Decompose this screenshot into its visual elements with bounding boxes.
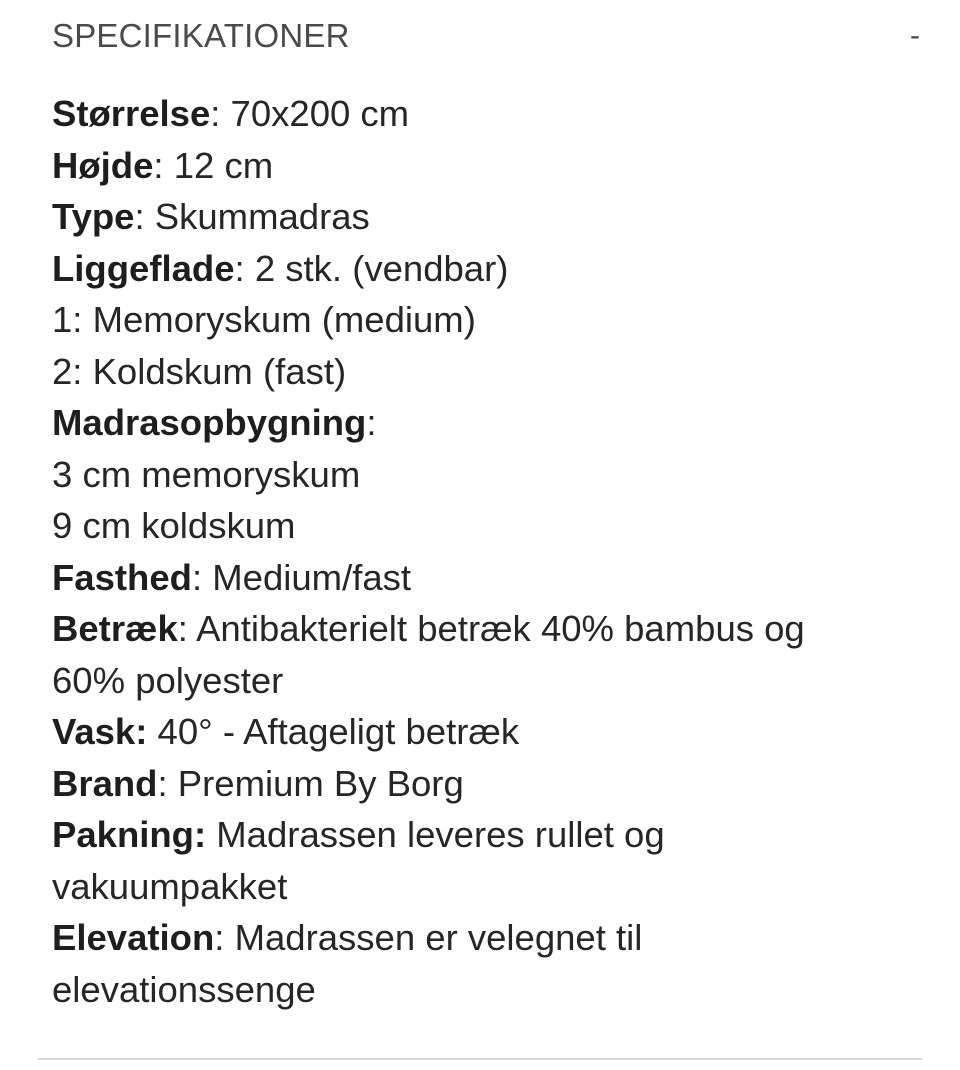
spec-row-wash	[52, 706, 922, 758]
spec-value: 40° - Aftageligt betræk	[147, 711, 520, 752]
spec-label: Størrelse	[52, 93, 211, 134]
section-title: SPECIFIKATIONER	[52, 17, 350, 54]
spec-value: 12 cm	[163, 144, 274, 186]
spec-label: Type	[52, 196, 135, 237]
spec-value: 70x200 cm	[220, 93, 410, 134]
spec-row-firmness: Fasthed: Medium/fast	[52, 556, 412, 598]
spec-value: Medium/fast	[202, 556, 412, 598]
spec-row-construction: Madrasopbygning:	[52, 402, 377, 443]
spec-row-elevation: Elevation: Madrassen er velegnet til	[52, 917, 643, 958]
spec-row-brand: Brand: Premium By Borg	[52, 762, 464, 804]
spec-row-surface-2: 2: Koldskum (fast)	[52, 350, 347, 392]
section-divider	[38, 1058, 922, 1060]
spec-row-construction-layer-1: 3 cm memoryskum	[52, 453, 361, 495]
spec-row-construction-layer-2: 9 cm koldskum	[52, 505, 296, 546]
specifications-list	[52, 88, 922, 1015]
spec-row-surface-1: 1: Memoryskum (medium)	[52, 299, 476, 340]
specifications-accordion-header[interactable]	[52, 14, 920, 58]
spec-value: Premium By Borg	[167, 762, 464, 804]
spec-row-sleeping-surface: Liggeflade: 2 stk. (vendbar)	[52, 247, 509, 289]
spec-value: Madrassen er velegnet til	[224, 917, 643, 958]
collapse-dash-icon[interactable]: -	[910, 19, 920, 52]
spec-value: Madrassen leveres rullet og	[206, 814, 665, 855]
spec-label: Vask:	[52, 711, 148, 752]
spec-row-elevation-cont: elevationssenge	[52, 968, 316, 1010]
spec-label: Højde	[52, 144, 154, 186]
spec-label: Madrasopbygning	[52, 402, 367, 443]
spec-label: Betræk	[52, 608, 178, 649]
spec-value: Skummadras	[144, 196, 370, 237]
spec-row-packing-cont: vakuumpakket	[52, 865, 288, 907]
spec-value: Antibakterielt betræk 40% bambus og	[187, 608, 805, 649]
spec-row-type: Type: Skummadras	[52, 196, 370, 237]
spec-row-packing	[52, 809, 922, 861]
spec-label: Brand	[52, 762, 158, 804]
spec-row-cover: Betræk: Antibakterielt betræk 40% bambus og	[52, 608, 805, 649]
spec-label: Elevation	[52, 917, 215, 958]
spec-label: Fasthed	[52, 556, 192, 598]
spec-label: Liggeflade	[52, 247, 235, 289]
spec-row-cover-cont: 60% polyester	[52, 659, 284, 701]
spec-value: 2 stk. (vendbar)	[244, 247, 509, 289]
spec-row-size: Størrelse: 70x200 cm	[52, 93, 410, 134]
spec-row-height: Højde: 12 cm	[52, 144, 274, 186]
spec-label: Pakning:	[52, 814, 207, 855]
